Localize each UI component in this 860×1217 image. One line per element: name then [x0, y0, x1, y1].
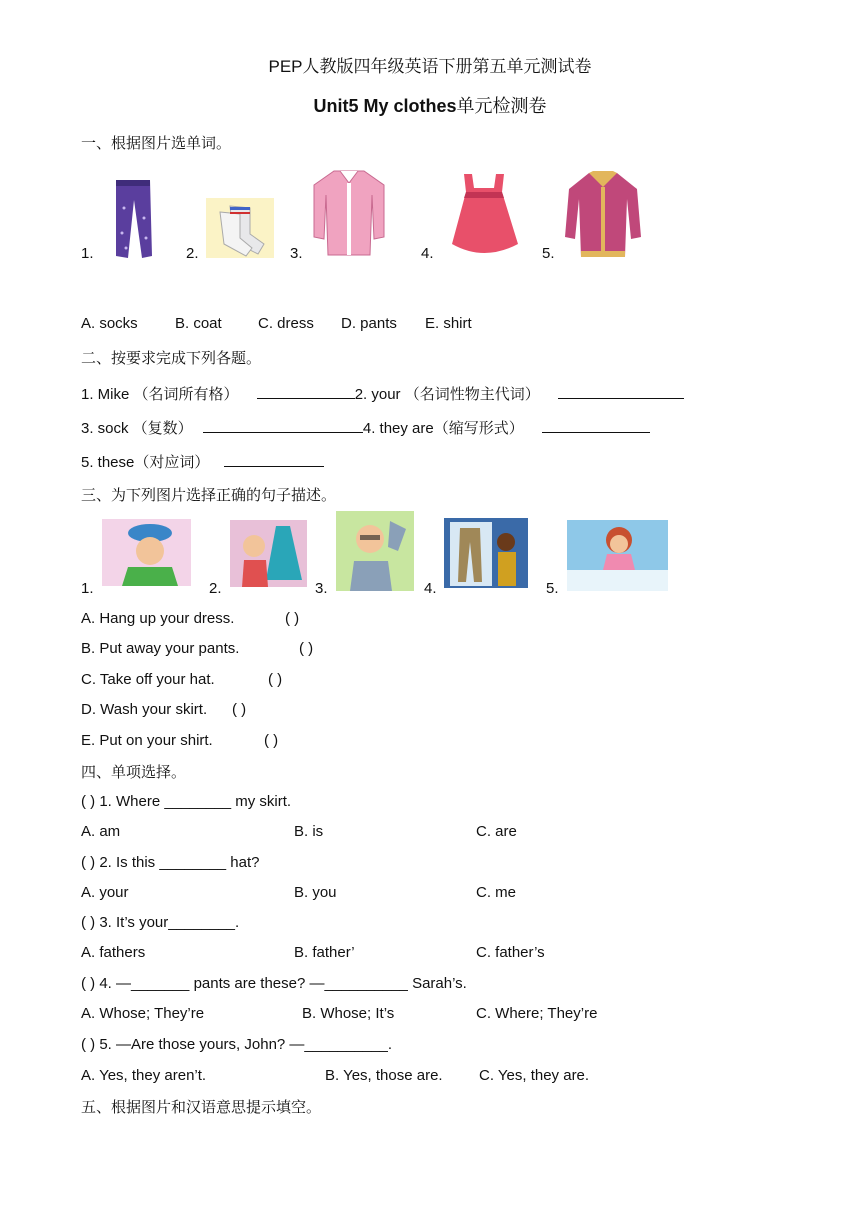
- s3-paren-d[interactable]: ( ): [232, 701, 247, 718]
- s3-num-1: 1.: [81, 580, 94, 597]
- s2-q2-text: 2. your （名词性物主代词）: [354, 386, 540, 403]
- s4-q3-opt-a: A. fathers: [81, 944, 146, 961]
- s3-num-2: 2.: [209, 580, 222, 597]
- s4-q1-opt-c: C. are: [476, 823, 517, 840]
- s1-option-d: D. pants: [341, 315, 397, 332]
- section2-heading: 二、按要求完成下列各题。: [81, 350, 262, 367]
- s1-num-5: 5.: [542, 245, 555, 262]
- s4-q1: ( ) 1. Where ________ my skirt.: [81, 793, 292, 810]
- put-on-shirt-picture: [336, 511, 414, 591]
- s2-q3-text: 3. sock （复数）: [81, 420, 193, 437]
- page-subtitle: [0, 92, 860, 118]
- s1-option-c: C. dress: [258, 315, 314, 332]
- s2-q4-blank[interactable]: [542, 418, 650, 433]
- s4-q2-opt-c: C. me: [476, 884, 517, 901]
- s4-q5-opt-c: C. Yes, they are.: [479, 1067, 590, 1084]
- section4-heading: 四、单项选择。: [81, 764, 187, 781]
- s4-q4-opt-c: C. Where; They’re: [476, 1005, 598, 1022]
- s4-q4-opt-a: A. Whose; They’re: [81, 1005, 205, 1022]
- s3-sentence-d: D. Wash your skirt.: [81, 701, 208, 718]
- s4-q2-opt-a: A. your: [81, 884, 129, 901]
- dress-picture: [448, 170, 520, 260]
- s1-option-e: E. shirt: [425, 315, 472, 332]
- put-away-pants-picture: [444, 518, 528, 588]
- wash-skirt-picture: [567, 520, 668, 591]
- s4-q1-opt-b: B. is: [294, 823, 324, 840]
- s4-q3-opt-c: C. father’s: [476, 944, 545, 961]
- s3-num-3: 3.: [315, 580, 328, 597]
- s2-q1-text: 1. Mike （名词所有格）: [81, 386, 239, 403]
- s4-q5: ( ) 5. —Are those yours, John? —__________.: [81, 1036, 393, 1053]
- s3-num-5: 5.: [546, 580, 559, 597]
- hang-up-dress-picture: [230, 520, 307, 587]
- s2-q5: [81, 451, 324, 472]
- coat-picture: [563, 167, 643, 261]
- s1-option-a: A. socks: [81, 315, 138, 332]
- s4-q4: ( ) 4. —_______ pants are these? —__________ Sarah’s.: [81, 975, 467, 992]
- take-off-hat-picture: [102, 519, 191, 586]
- socks-picture: [206, 198, 274, 258]
- s4-q5-opt-b: B. Yes, those are.: [325, 1067, 443, 1084]
- shirt-picture: [310, 167, 388, 259]
- s1-num-4: 4.: [421, 245, 434, 262]
- s1-num-1: 1.: [81, 245, 94, 262]
- pants-picture: [110, 178, 155, 260]
- s4-q3-opt-b: B. father’: [294, 944, 355, 961]
- s3-sentence-b: B. Put away your pants.: [81, 640, 240, 657]
- s3-sentence-e: E. Put on your shirt.: [81, 732, 213, 749]
- s4-q2-opt-b: B. you: [294, 884, 337, 901]
- section5-heading: 五、根据图片和汉语意思提示填空。: [81, 1099, 322, 1116]
- s4-q4-opt-b: B. Whose; It’s: [302, 1005, 395, 1022]
- s1-num-3: 3.: [290, 245, 303, 262]
- s2-q3: [81, 417, 650, 438]
- subtitle-cn: 单元检测卷: [456, 96, 547, 116]
- s4-q1-opt-a: A. am: [81, 823, 121, 840]
- s3-paren-e[interactable]: ( ): [264, 732, 279, 749]
- s2-q4-text: 4. they are（缩写形式）: [362, 420, 524, 437]
- s2-q1: [81, 383, 684, 404]
- s4-q5-opt-a: A. Yes, they aren’t.: [81, 1067, 207, 1084]
- s2-q5-text: 5. these（对应词）: [81, 454, 210, 471]
- s1-num-2: 2.: [186, 245, 199, 262]
- subtitle-en: Unit5 My clothes: [313, 96, 457, 116]
- s3-paren-b[interactable]: ( ): [299, 640, 314, 657]
- s1-option-b: B. coat: [175, 315, 222, 332]
- section1-heading: 一、根据图片选单词。: [81, 135, 232, 152]
- s3-paren-c[interactable]: ( ): [268, 671, 283, 688]
- s4-q3: ( ) 3. It’s your________.: [81, 914, 240, 931]
- s2-q3-blank[interactable]: [203, 418, 363, 433]
- s2-q1-blank[interactable]: [257, 384, 355, 399]
- s4-q2: ( ) 2. Is this ________ hat?: [81, 854, 260, 871]
- s3-paren-a[interactable]: ( ): [285, 610, 300, 627]
- s3-sentence-a: A. Hang up your dress.: [81, 610, 235, 627]
- section3-heading: 三、为下列图片选择正确的句子描述。: [81, 487, 337, 504]
- s2-q5-blank[interactable]: [224, 452, 324, 467]
- s2-q2-blank[interactable]: [558, 384, 684, 399]
- page-title: PEP人教版四年级英语下册第五单元测试卷: [268, 57, 592, 76]
- s3-sentence-c: C. Take off your hat.: [81, 671, 215, 688]
- s3-num-4: 4.: [424, 580, 437, 597]
